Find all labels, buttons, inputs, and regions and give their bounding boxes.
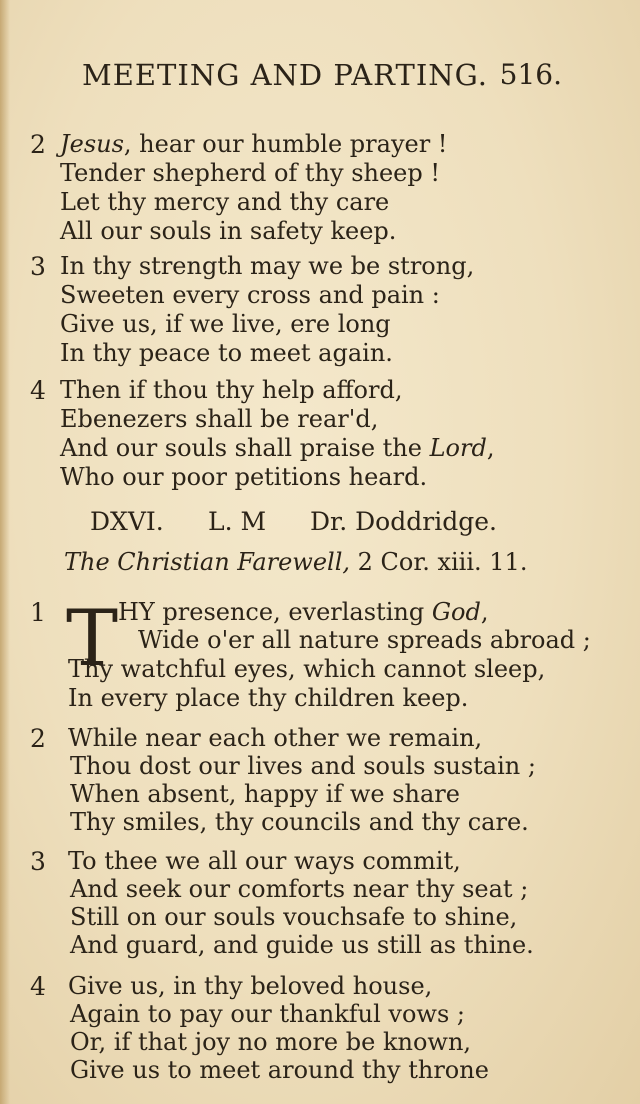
verse-line: Then if thou thy help afford, xyxy=(60,376,403,404)
verse-line: Give us to meet around thy throne xyxy=(70,1056,489,1084)
verse-line: Wide o'er all nature spreads abroad ; xyxy=(138,626,591,654)
verse-text: , xyxy=(480,598,489,626)
verse-text: HY presence, everlasting xyxy=(118,598,432,626)
page-number: 516. xyxy=(499,58,562,91)
page-edge-shadow xyxy=(0,0,10,1104)
emphasis-word: Lord xyxy=(429,434,487,462)
hymn-subtitle xyxy=(64,548,527,580)
stanza-number: 2 xyxy=(30,130,46,159)
hymn-number: DXVI. xyxy=(90,507,164,536)
verse-line xyxy=(118,598,488,628)
verse-line: Give us, if we live, ere long xyxy=(60,310,391,338)
verse-line xyxy=(60,130,447,160)
page-header xyxy=(82,58,562,102)
verse-text: , xyxy=(486,434,495,462)
emphasis-word: God xyxy=(431,598,481,626)
verse-line: And guard, and guide us still as thine. xyxy=(70,931,534,959)
verse-line: Thou dost our lives and souls sustain ; xyxy=(70,752,536,780)
stanza-number: 4 xyxy=(30,376,46,405)
verse-line: Thy watchful eyes, which cannot sleep, xyxy=(68,655,546,683)
hymn-heading xyxy=(90,507,510,541)
verse-text: , hear our humble prayer ! xyxy=(123,130,448,158)
verse-line xyxy=(60,434,494,464)
verse-line: Give us, in thy beloved house, xyxy=(68,972,433,1000)
verse-line: Ebenezers shall be rear'd, xyxy=(60,405,379,433)
verse-line: In every place thy children keep. xyxy=(68,684,469,712)
verse-line: All our souls in safety keep. xyxy=(60,217,397,245)
verse-text: And our souls shall praise the xyxy=(60,434,430,462)
verse-line: When absent, happy if we share xyxy=(70,780,460,808)
hymn-subtitle-reference: 2 Cor. xiii. 11. xyxy=(350,548,528,576)
emphasis-word: Jesus xyxy=(60,130,124,158)
stanza-number: 2 xyxy=(30,724,46,753)
verse-line: Who our poor petitions heard. xyxy=(60,463,428,491)
verse-line: While near each other we remain, xyxy=(68,724,483,752)
verse-line: Sweeten every cross and pain : xyxy=(60,281,440,309)
drop-cap: T xyxy=(66,594,119,684)
running-title: MEETING AND PARTING. xyxy=(82,58,489,92)
stanza-number: 1 xyxy=(30,598,46,627)
hymn-author: Dr. Doddridge. xyxy=(310,507,497,536)
verse-line: Tender shepherd of thy sheep ! xyxy=(60,159,441,187)
verse-line: Let thy mercy and thy care xyxy=(60,188,390,216)
verse-line: To thee we all our ways commit, xyxy=(68,847,461,875)
stanza-number: 4 xyxy=(30,972,46,1001)
verse-line: And seek our comforts near thy seat ; xyxy=(70,875,529,903)
verse-line: Still on our souls vouchsafe to shine, xyxy=(70,903,518,931)
verse-line: In thy strength may we be strong, xyxy=(60,252,475,280)
hymn-meter: L. M xyxy=(208,507,267,536)
stanza-number: 3 xyxy=(30,252,46,281)
verse-line: In thy peace to meet again. xyxy=(60,339,393,367)
verse-line: Or, if that joy no more be known, xyxy=(70,1028,472,1056)
stanza-number: 3 xyxy=(30,847,46,876)
verse-line: Thy smiles, thy councils and thy care. xyxy=(70,808,529,836)
verse-line: Again to pay our thankful vows ; xyxy=(70,1000,465,1028)
hymn-subtitle-title: The Christian Farewell, xyxy=(64,548,351,576)
